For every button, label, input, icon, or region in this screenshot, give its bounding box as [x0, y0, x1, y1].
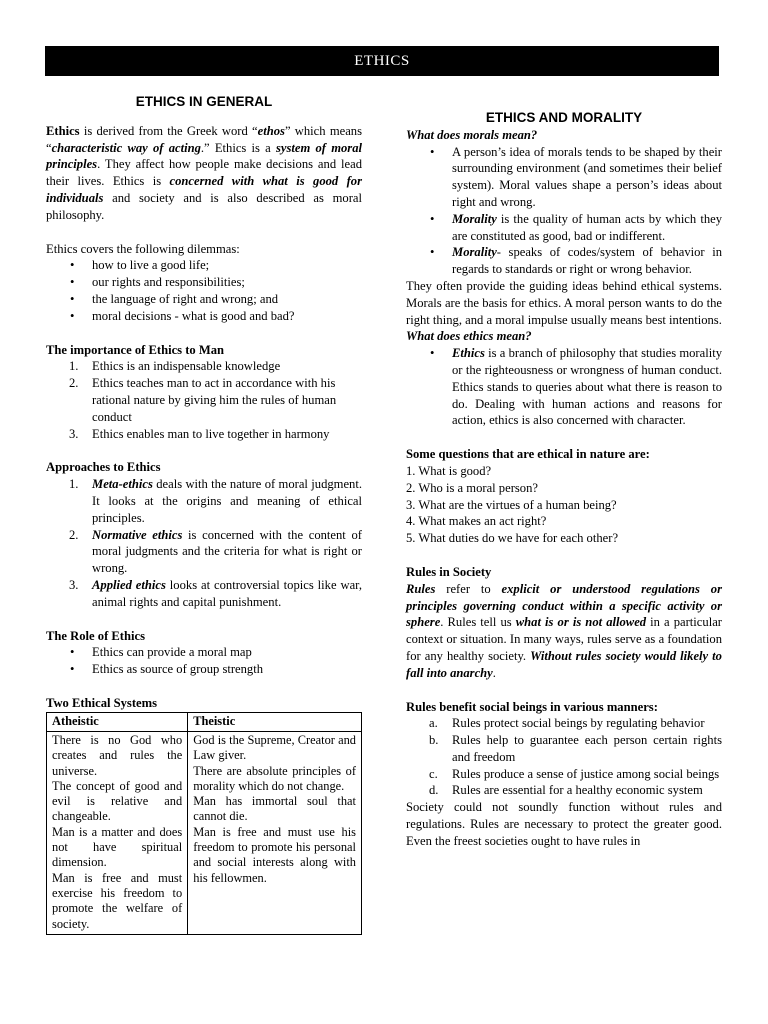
- closing-paragraph: Society could not soundly function without rules and regulations. Rules are necessary to protect the greater good. Even the freest societies ought to have rules in: [406, 800, 722, 848]
- list-item: • Ethics can provide a moral map: [46, 644, 362, 661]
- ethical-systems-table: [46, 712, 362, 935]
- intro-text: .” Ethics is a: [200, 140, 276, 155]
- ethics-question: What does ethics mean?: [406, 329, 532, 344]
- cell-line: Man is a matter and does not have spiritual dimension.: [52, 824, 183, 870]
- theistic-cell: [188, 732, 362, 935]
- list-item: 5. What duties do we have for each other?: [406, 531, 619, 546]
- right-column: [406, 86, 722, 850]
- item-term: Morality: [452, 245, 497, 260]
- list-item: [46, 476, 362, 526]
- item-number: 1.: [69, 359, 79, 374]
- dilemmas-list: [46, 257, 362, 324]
- list-item: [406, 732, 722, 766]
- list-item: [46, 527, 362, 577]
- list-item: [406, 211, 722, 245]
- systems-heading: Two Ethical Systems: [46, 695, 158, 710]
- item-term: Meta-ethics: [92, 477, 153, 492]
- list-item: [46, 426, 362, 443]
- morals-question: What does morals mean?: [406, 127, 538, 142]
- item-number: 3.: [69, 426, 79, 441]
- list-item: [46, 577, 362, 611]
- approaches-list: [46, 476, 362, 610]
- list-item: • Ethics as source of group strength: [46, 661, 362, 678]
- item-term: Ethics: [452, 346, 485, 361]
- item-number: 3.: [69, 577, 79, 592]
- list-item: • how to live a good life;: [46, 257, 362, 274]
- list-item: [46, 358, 362, 375]
- role-list: [46, 644, 362, 678]
- questions-heading: Some questions that are ethical in nature are:: [406, 447, 650, 462]
- rules-emphasis: Without rules society would likely to fall into anarchy: [406, 648, 722, 680]
- item-text: is the quality of human acts by which they are constituted as good, bad or indifferent.: [452, 211, 722, 243]
- role-heading: The Role of Ethics: [46, 628, 145, 643]
- item-text: A person’s idea of morals tends to be shaped by their surrounding environment (and sometimes their belief system). Moral values shape a person’s ideas about right and wrong.: [452, 144, 722, 209]
- list-item: [406, 715, 722, 732]
- item-letter: a.: [429, 716, 438, 731]
- list-item: 4. What makes an act right?: [406, 514, 547, 529]
- rules-paragraph: [406, 581, 722, 682]
- page-title-banner: [45, 46, 719, 76]
- list-item: • moral decisions - what is good and bad?: [46, 308, 362, 325]
- approaches-heading: Approaches to Ethics: [46, 460, 161, 475]
- item-text: looks at controversial topics like war, animal rights and capital punishment.: [92, 577, 362, 609]
- rules-text: .: [492, 665, 496, 680]
- section-title-ethics-in-general: ETHICS IN GENERAL: [135, 94, 273, 109]
- table-header-atheistic: Atheistic: [47, 712, 188, 731]
- benefits-heading: Rules benefit social beings in various manners:: [406, 699, 658, 714]
- cell-line: God is the Supreme, Creator and Law giver.: [193, 733, 356, 763]
- item-text: Rules protect social beings by regulating behavior: [452, 716, 705, 731]
- item-text: Ethics teaches man to act in accordance with his rational nature by giving him the rules of human conduct: [92, 376, 337, 424]
- intro-text: and society and is also described as moral philosophy.: [46, 190, 362, 222]
- list-item: [406, 244, 722, 278]
- intro-text: . They affect how people make decisions and lead their lives. Ethics is: [46, 157, 362, 189]
- rules-text: . Rules tell us: [440, 615, 516, 630]
- item-text: deals with the nature of moral judgment. It looks at the origins and meaning of ethical principles.: [92, 477, 362, 525]
- importance-list: [46, 358, 362, 442]
- item-number: 2.: [69, 376, 79, 391]
- rules-heading: Rules in Society: [406, 564, 492, 579]
- rules-emphasis: explicit or understood regulations or principles governing conduct within a specific activity or sphere: [406, 581, 722, 630]
- item-text: is concerned with the content of moral judgments and the criteria for what is right or wrong.: [92, 527, 362, 576]
- item-number: 2.: [69, 527, 79, 542]
- intro-ethos: ethos: [257, 123, 285, 138]
- cell-line: Man is free and must use his freedom to promote his personal and social interests along with his fellowmen.: [193, 824, 356, 885]
- benefits-list: [406, 715, 722, 799]
- rules-term: Rules: [406, 581, 436, 596]
- item-number: 1.: [69, 477, 79, 492]
- cell-line: Man has immortal soul that cannot die.: [193, 794, 356, 824]
- cell-line: There is no God who creates and rules the universe.: [52, 733, 183, 778]
- list-item: [406, 782, 722, 799]
- intro-emphasis: characteristic way of acting: [51, 140, 201, 155]
- intro-emphasis: concerned with what is good for individuals: [46, 174, 363, 205]
- morals-paragraph: They often provide the guiding ideas behind ethical systems. Morals are the basis for ethics. A moral person wants to do the right thing, and a moral impulse usually means best intentions.: [406, 278, 722, 327]
- item-term: Applied ethics: [92, 577, 166, 592]
- intro-text: is derived from the Greek word “: [79, 123, 258, 138]
- list-item: [406, 144, 722, 211]
- item-term: Morality: [452, 211, 497, 226]
- item-letter: c.: [429, 766, 438, 781]
- list-item: • the language of right and wrong; and: [46, 291, 362, 308]
- page-title: ETHICS: [354, 53, 410, 69]
- item-text: Ethics enables man to live together in harmony: [92, 426, 330, 441]
- ethics-definition-list: [406, 345, 722, 429]
- item-text: Rules help to guarantee each person certain rights and freedom: [452, 733, 722, 764]
- table-header-theistic: Theistic: [188, 712, 362, 731]
- ethics-intro-paragraph: [46, 123, 362, 224]
- cell-line: Man is free and must exercise his freedom to promote the welfare of society.: [52, 870, 183, 931]
- cell-line: There are absolute principles of morality which do not change.: [193, 763, 356, 793]
- dilemmas-intro: Ethics covers the following dilemmas:: [46, 241, 240, 256]
- rules-text: in a particular context or situation. In many ways, rules serve as a foundation for any healthy society.: [406, 615, 722, 663]
- list-item: [46, 375, 362, 425]
- importance-heading: The importance of Ethics to Man: [46, 342, 225, 357]
- list-item: 1. What is good?: [406, 463, 492, 478]
- morals-list: [406, 144, 722, 278]
- rules-emphasis: what is or is not allowed: [515, 615, 647, 630]
- list-item: 2. Who is a moral person?: [406, 480, 538, 495]
- section-title-ethics-and-morality: ETHICS AND MORALITY: [485, 110, 643, 125]
- intro-text: ” which means “: [46, 123, 362, 155]
- rules-text: refer to: [435, 581, 502, 596]
- item-text: is a branch of philosophy that studies morality or the righteousness or wrongness of human conduct. Ethics stands to queries about what there is reason to do. Dealing with human actions and reasons for action, ethics is also concerned with character.: [452, 346, 722, 428]
- item-text: Rules are essential for a healthy economic system: [452, 783, 703, 798]
- list-item: • our rights and responsibilities;: [46, 274, 362, 291]
- item-text: Ethics is an indispensable knowledge: [92, 359, 281, 374]
- item-term: Normative ethics: [92, 527, 183, 542]
- item-text: - speaks of codes/system of behavior in regards to standards or right or wrong behavior.: [452, 245, 722, 277]
- item-letter: b.: [429, 733, 439, 748]
- intro-emphasis: system of moral principles: [46, 140, 362, 172]
- list-item: [406, 345, 722, 429]
- questions-list: [406, 463, 722, 547]
- left-column: [46, 86, 362, 935]
- list-item: 3. What are the virtues of a human being?: [406, 497, 617, 512]
- list-item: [406, 766, 722, 783]
- intro-term: Ethics: [46, 123, 80, 138]
- item-letter: d.: [429, 783, 439, 798]
- item-text: Rules produce a sense of justice among social beings: [452, 766, 720, 781]
- atheistic-cell: [47, 732, 188, 935]
- cell-line: The concept of good and evil is relative and changeable.: [52, 778, 183, 824]
